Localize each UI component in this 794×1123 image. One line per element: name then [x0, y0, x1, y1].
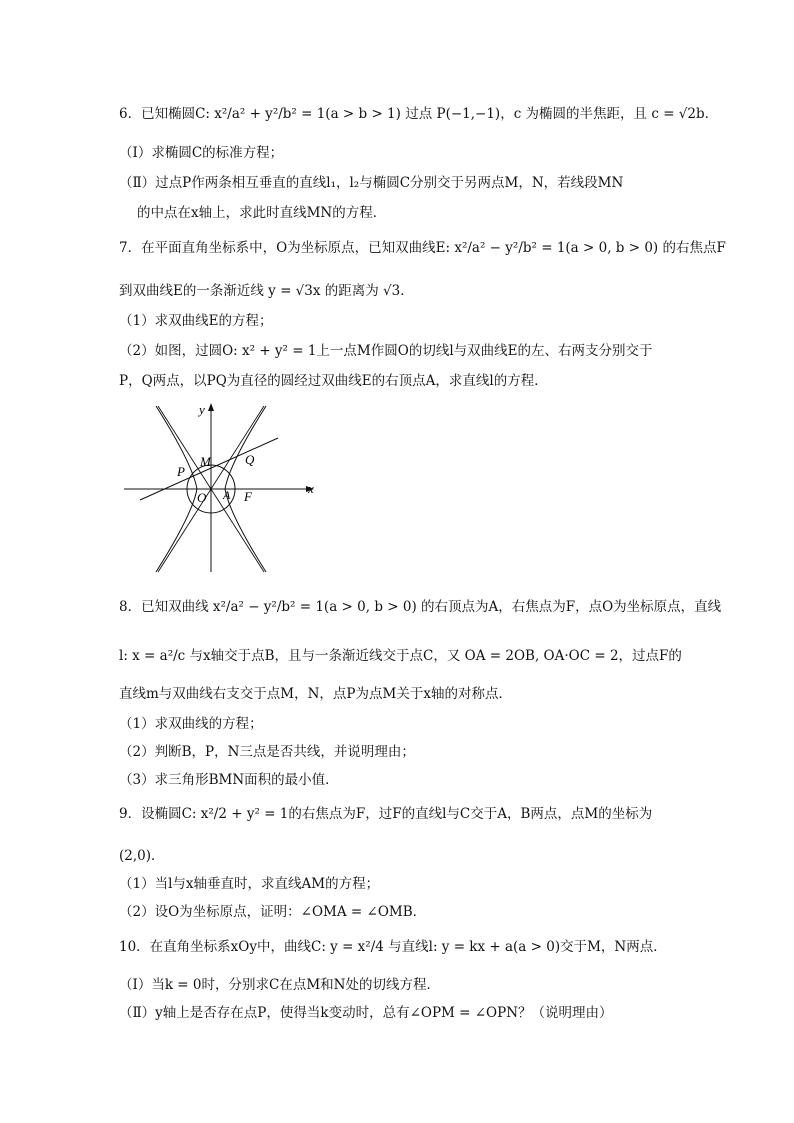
problem-10-line-1: 10．在直角坐标系xOy中，曲线C: y = x²/4 与直线l: y = kx + a(a > 0)交于M，N两点． [119, 939, 667, 955]
tangent-line [140, 438, 278, 500]
problem-9-line-4: （2）设O为坐标原点，证明：∠OMA = ∠OMB． [119, 904, 427, 920]
problem-7-line-3: （1）求双曲线E的方程； [119, 313, 273, 329]
problem-9-line-2: (2,0)． [119, 848, 165, 864]
problem-7-line-2: 到双曲线E的一条渐近线 y = √3x 的距离为 √3． [119, 283, 414, 299]
label-x: x [308, 481, 314, 496]
label-M: M [200, 454, 211, 469]
problem-8-line-6: （3）求三角形BMN面积的最小值． [119, 772, 339, 788]
label-F: F [244, 489, 252, 504]
problem-6-line-1: 6．已知椭圆C: x²/a² + y²/b² = 1(a > b > 1) 过点 P(−1,−1)，c 为椭圆的半焦距，且 c = √2b． [119, 106, 719, 122]
problem-8-line-5: （2）判断B，P，N三点是否共线，并说明理由； [119, 744, 415, 760]
problem-10-line-3: （Ⅱ）y轴上是否存在点P，使得当k变动时，总有∠OPM = ∠OPN？（说明理由） [119, 1005, 613, 1021]
problem-7-line-4: （2）如图，过圆O: x² + y² = 1上一点M作圆O的切线l与双曲线E的左、右两支分别交于 [119, 343, 653, 359]
y-axis-arrow [208, 403, 214, 411]
hyperbola-figure [120, 400, 320, 575]
label-Q: Q [245, 452, 255, 467]
problem-6-line-3: （Ⅱ）过点P作两条相互垂直的直线l₁，l₂与椭圆C分别交于另两点M，N，若线段MN [119, 175, 624, 191]
label-A: A [223, 488, 231, 502]
problem-6-line-2: （Ⅰ）求椭圆C的标准方程； [119, 145, 284, 161]
problem-9-line-1: 9．设椭圆C: x²/2 + y² = 1的右焦点为F，过F的直线l与C交于A，B两点，点M的坐标为 [119, 806, 653, 822]
problem-6-line-4: 的中点在x轴上，求此时直线MN的方程． [137, 205, 387, 221]
problem-10-line-2: （Ⅰ）当k = 0时，分别求C在点M和N处的切线方程． [119, 977, 440, 993]
problem-8-line-3: 直线m与双曲线右支交于点M，N，点P为点M关于x轴的对称点． [119, 686, 512, 702]
problem-8-line-1: 8．已知双曲线 x²/a² − y²/b² = 1(a > 0, b > 0) 的右顶点为A，右焦点为F，点O为坐标原点，直线 [119, 599, 722, 615]
problem-8-line-2: l: x = a²/c 与x轴交于点B，且与一条渐近线交于点C，又 OA = 2OB, OA·OC = 2，过点F的 [119, 648, 682, 664]
problem-7-line-1: 7．在平面直角坐标系中，O为坐标原点，已知双曲线E: x²/a² − y²/b² = 1(a > 0, b > 0) 的右焦点F [119, 240, 726, 256]
label-y: y [199, 402, 205, 417]
label-O: O [197, 490, 207, 505]
problem-8-line-4: （1）求双曲线的方程； [119, 716, 263, 732]
problem-9-line-3: （1）当l与x轴垂直时，求直线AM的方程； [119, 876, 380, 892]
problem-7-line-5: P，Q两点，以PQ为直径的圆经过双曲线E的右顶点A，求直线l的方程． [119, 373, 548, 389]
label-P: P [177, 464, 185, 479]
